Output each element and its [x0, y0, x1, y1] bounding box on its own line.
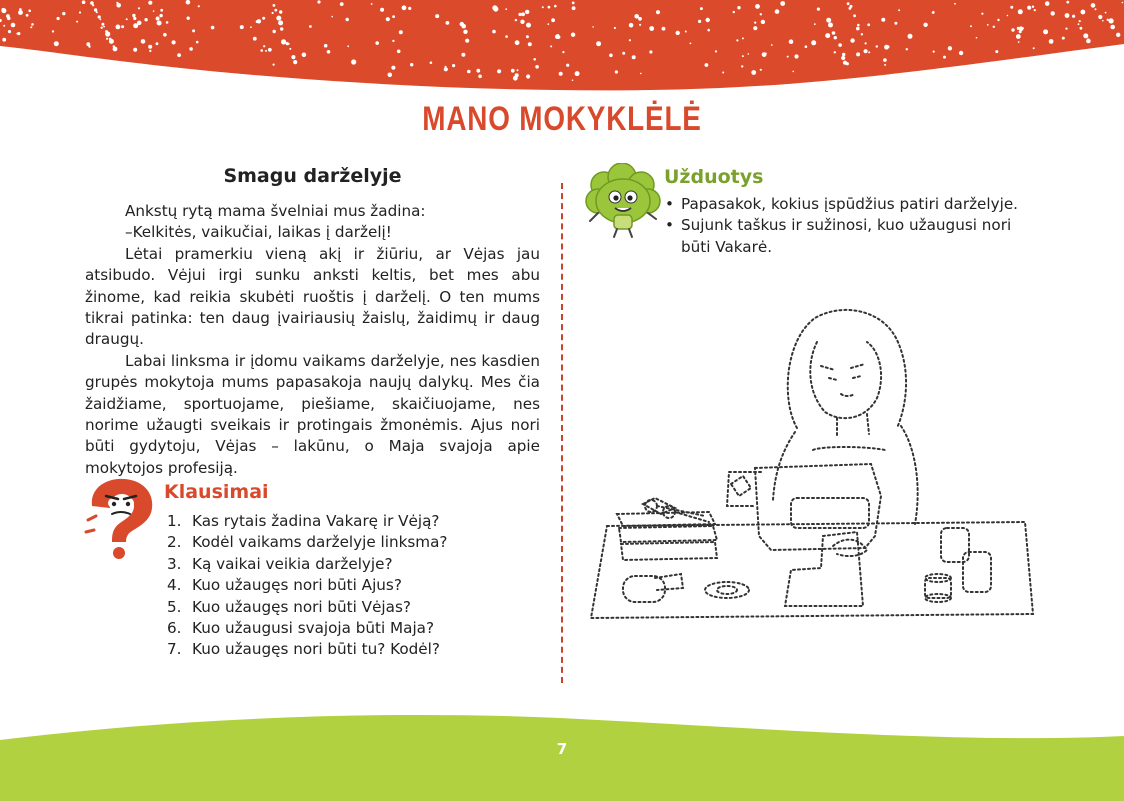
broccoli-character-icon — [584, 163, 662, 239]
story-paragraph: –Kelkitės, vaikučiai, laikas į darželį! — [125, 223, 392, 242]
question-mark-character-icon — [82, 476, 160, 560]
dot-to-dot-drawing — [585, 300, 1040, 625]
story-section — [85, 165, 540, 479]
question-item: 5. Kuo užaugęs nori būti Vėjas? — [167, 597, 411, 616]
task-item: • Sujunk taškus ir sužinosi, kuo užaugusi nori būti Vakarė. — [664, 215, 1044, 258]
page-title: MANO MOKYKLĖLĖ — [422, 100, 702, 138]
question-item: 2. Kodėl vaikams darželyje linksma? — [167, 533, 448, 552]
column-divider — [561, 183, 563, 683]
task-title: Užduotys — [664, 166, 764, 188]
story-paragraph: Lėtai pramerkiu vieną akį ir žiūriu, ar Vėjas jau atsibudo. Vėjui irgi sunku anksti keltis, bet mes abu žinome, kad reikia skubėti ruoštis į darželį. O ten mums tikrai patinka: ten daug įvairiausių žaislų, žaidimų ir daug draugų. — [85, 244, 540, 349]
question-item: 6. Kuo užaugusi svajoja būti Maja? — [167, 619, 435, 638]
task-list — [664, 194, 1044, 258]
question-item: 7. Kuo užaugęs nori būti tu? Kodėl? — [167, 640, 440, 659]
question-item: 4. Kuo užaugęs nori būti Ajus? — [167, 576, 402, 595]
top-dotted-band — [0, 0, 1124, 100]
page-number: 7 — [556, 740, 568, 758]
task-item: • Papasakok, kokius įspūdžius patiri darželyje. — [664, 194, 1044, 215]
question-item: 1. Kas rytais žadina Vakarę ir Vėją? — [167, 512, 440, 530]
story-paragraph: Ankstų rytą mama švelniai mus žadina: — [125, 202, 426, 220]
questions-list — [167, 511, 467, 661]
questions-title: Klausimai — [164, 481, 269, 503]
question-item: 3. Ką vaikai veikia darželyje? — [167, 554, 393, 573]
story-paragraph: Labai linksma ir įdomu vaikams darželyje, nes kasdien grupės mokytoja mums papasakoja naujų dalykų. Mes čia žaidžiame, sportuojame, piešiame, skaičiuojame, nes norime užaugti sveikais ir protingais žmonėmis. Ajus nori būti gydytoju, Vėjas – lakūnu, o Maja svajoja apie mokytojos profesiją. — [85, 351, 540, 477]
story-title: Smagu darželyje — [223, 165, 402, 187]
